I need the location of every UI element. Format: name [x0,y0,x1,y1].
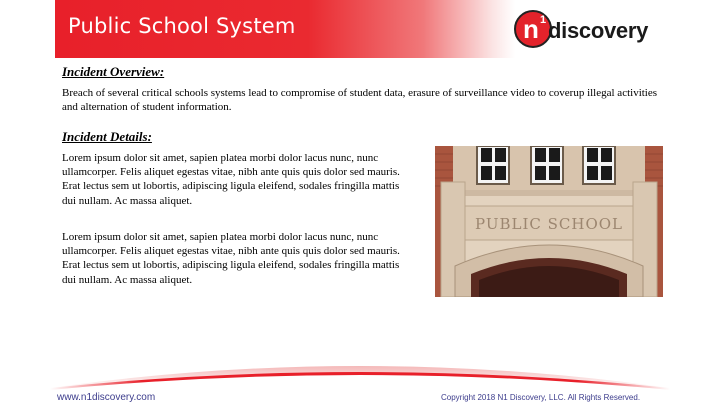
engraving-text: PUBLIC SCHOOL [474,215,624,233]
footer-copyright: Copyright 2018 N1 Discovery, LLC. All Rights Reserved. [441,393,641,402]
company-logo [514,10,664,52]
school-building-photo [435,146,663,297]
logo-mark [514,10,552,48]
window-group [477,146,615,184]
details-heading: Incident Details: [62,129,152,144]
logo-mark-superscript: 1 [540,14,547,26]
footer-swoosh [50,352,670,392]
logo-wordmark: discovery [548,18,649,43]
logo-mark-letter: n [523,14,539,44]
details-paragraph: Lorem ipsum dolor sit amet, sapien platea morbi dolor lacus nunc, nunc ullamcorper. Felis aliquet egestas vitae, nibh ante quis quis dolor sed mauris. Erat lectus sem ut lobortis, adipiscing ligula eleifend, sodales fringilla mattis dui nullam. Ac massa aliquet. [62,231,400,286]
overview-text: Breach of several critical schools systems lead to compromise of student data, erasure of surveillance video to coverup illegal activities and alternation of student information. [62,87,658,113]
school-building-illustration [435,146,663,297]
overview-heading: Incident Overview: [62,64,165,79]
footer-website-link[interactable]: www.n1discovery.com [57,392,156,403]
details-paragraph: Lorem ipsum dolor sit amet, sapien platea morbi dolor lacus nunc, nunc ullamcorper. Felis aliquet egestas vitae, nibh ante quis quis dolor sed mauris. Erat lectus sem ut lobortis, adipiscing ligula eleifend, sodales fringilla mattis dui nullam. Ac massa aliquet. [62,152,400,207]
slide-title: Public School System [68,14,296,38]
